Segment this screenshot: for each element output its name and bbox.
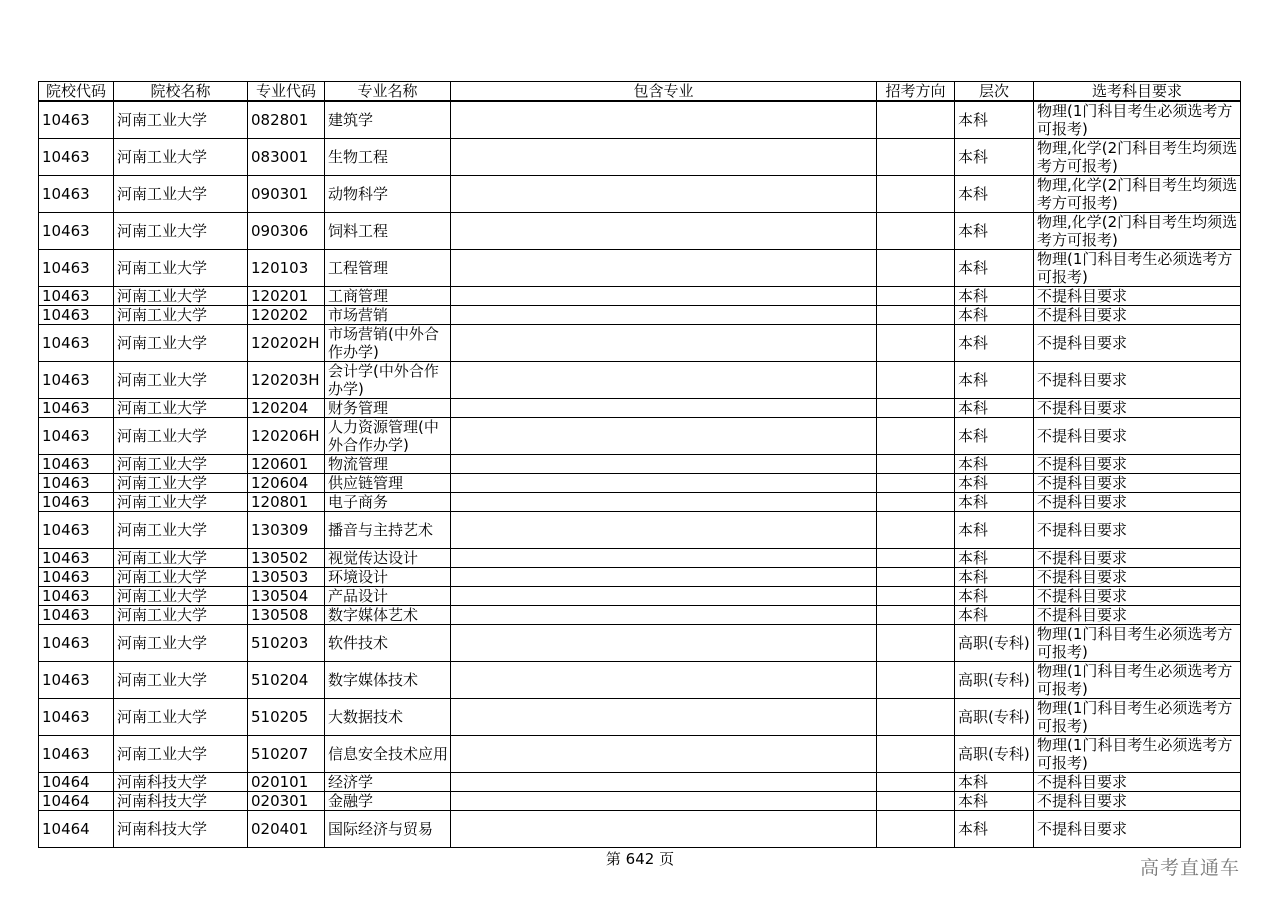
cell-direction (877, 568, 955, 587)
cell-subject-requirement: 不提科目要求 (1034, 811, 1241, 848)
cell-subject-requirement: 物理(1门科目考生必须选考方可报考) (1034, 736, 1241, 773)
cell-major-code: 020101 (248, 773, 325, 792)
cell-subject-requirement: 不提科目要求 (1034, 493, 1241, 512)
cell-school-name: 河南工业大学 (114, 549, 248, 568)
cell-included-majors (451, 474, 877, 493)
cell-level: 本科 (955, 512, 1034, 549)
cell-included-majors (451, 625, 877, 662)
cell-major-name: 经济学 (325, 773, 451, 792)
table-row (39, 773, 1241, 792)
cell-included-majors (451, 362, 877, 399)
cell-level: 本科 (955, 250, 1034, 287)
cell-subject-requirement: 物理(1门科目考生必须选考方可报考) (1034, 662, 1241, 699)
cell-direction (877, 455, 955, 474)
cell-major-name: 生物工程 (325, 139, 451, 176)
cell-school-code: 10463 (39, 362, 114, 399)
cell-direction (877, 512, 955, 549)
cell-included-majors (451, 139, 877, 176)
cell-direction (877, 587, 955, 606)
table-row (39, 606, 1241, 625)
cell-major-code: 510203 (248, 625, 325, 662)
cell-major-name: 电子商务 (325, 493, 451, 512)
cell-direction (877, 176, 955, 213)
cell-included-majors (451, 662, 877, 699)
cell-major-name: 国际经济与贸易 (325, 811, 451, 848)
cell-school-name: 河南工业大学 (114, 418, 248, 455)
cell-subject-requirement: 物理(1门科目考生必须选考方可报考) (1034, 625, 1241, 662)
cell-major-name: 人力资源管理(中外合作办学) (325, 418, 451, 455)
table-row (39, 792, 1241, 811)
cell-level: 本科 (955, 213, 1034, 250)
cell-subject-requirement: 不提科目要求 (1034, 455, 1241, 474)
cell-school-code: 10463 (39, 568, 114, 587)
cell-major-code: 120103 (248, 250, 325, 287)
table-row (39, 549, 1241, 568)
header-school-name: 院校名称 (114, 82, 248, 102)
cell-level: 高职(专科) (955, 736, 1034, 773)
cell-school-code: 10463 (39, 139, 114, 176)
table-row (39, 325, 1241, 362)
cell-level: 本科 (955, 792, 1034, 811)
cell-school-code: 10463 (39, 512, 114, 549)
table-row (39, 399, 1241, 418)
cell-school-code: 10463 (39, 101, 114, 139)
cell-school-code: 10463 (39, 325, 114, 362)
cell-school-code: 10463 (39, 736, 114, 773)
cell-included-majors (451, 250, 877, 287)
cell-included-majors (451, 176, 877, 213)
table-body (39, 101, 1241, 848)
cell-school-name: 河南工业大学 (114, 139, 248, 176)
cell-level: 高职(专科) (955, 662, 1034, 699)
cell-level: 本科 (955, 455, 1034, 474)
cell-included-majors (451, 101, 877, 139)
cell-school-code: 10463 (39, 418, 114, 455)
cell-level: 本科 (955, 549, 1034, 568)
cell-major-code: 083001 (248, 139, 325, 176)
cell-included-majors (451, 455, 877, 474)
cell-subject-requirement: 不提科目要求 (1034, 568, 1241, 587)
cell-included-majors (451, 606, 877, 625)
cell-level: 本科 (955, 287, 1034, 306)
cell-major-name: 金融学 (325, 792, 451, 811)
cell-subject-requirement: 不提科目要求 (1034, 549, 1241, 568)
cell-direction (877, 493, 955, 512)
cell-direction (877, 792, 955, 811)
cell-major-code: 120601 (248, 455, 325, 474)
cell-level: 本科 (955, 606, 1034, 625)
page-number: 第 642 页 (605, 850, 675, 868)
table-row (39, 474, 1241, 493)
cell-school-code: 10463 (39, 606, 114, 625)
cell-major-name: 财务管理 (325, 399, 451, 418)
cell-school-name: 河南工业大学 (114, 455, 248, 474)
cell-major-name: 信息安全技术应用 (325, 736, 451, 773)
cell-level: 本科 (955, 568, 1034, 587)
cell-direction (877, 362, 955, 399)
cell-school-name: 河南科技大学 (114, 773, 248, 792)
cell-major-code: 120204 (248, 399, 325, 418)
cell-school-name: 河南工业大学 (114, 474, 248, 493)
cell-direction (877, 101, 955, 139)
cell-major-code: 130508 (248, 606, 325, 625)
table-row (39, 587, 1241, 606)
table-row (39, 455, 1241, 474)
cell-major-name: 大数据技术 (325, 699, 451, 736)
cell-school-code: 10463 (39, 625, 114, 662)
cell-level: 本科 (955, 493, 1034, 512)
header-level: 层次 (955, 82, 1034, 102)
table-row (39, 176, 1241, 213)
cell-direction (877, 325, 955, 362)
table-row (39, 699, 1241, 736)
cell-level: 本科 (955, 101, 1034, 139)
cell-major-name: 市场营销 (325, 306, 451, 325)
cell-subject-requirement: 不提科目要求 (1034, 792, 1241, 811)
cell-major-name: 数字媒体艺术 (325, 606, 451, 625)
cell-direction (877, 736, 955, 773)
cell-level: 本科 (955, 306, 1034, 325)
cell-level: 高职(专科) (955, 699, 1034, 736)
cell-school-code: 10463 (39, 213, 114, 250)
table-row (39, 811, 1241, 848)
cell-school-name: 河南工业大学 (114, 662, 248, 699)
cell-subject-requirement: 不提科目要求 (1034, 325, 1241, 362)
header-major-code: 专业代码 (248, 82, 325, 102)
table-row (39, 101, 1241, 139)
cell-major-name: 产品设计 (325, 587, 451, 606)
cell-subject-requirement: 物理,化学(2门科目考生均须选考方可报考) (1034, 139, 1241, 176)
cell-school-name: 河南工业大学 (114, 306, 248, 325)
cell-school-name: 河南工业大学 (114, 606, 248, 625)
cell-direction (877, 287, 955, 306)
cell-major-code: 510205 (248, 699, 325, 736)
cell-school-name: 河南工业大学 (114, 699, 248, 736)
cell-level: 本科 (955, 811, 1034, 848)
cell-direction (877, 662, 955, 699)
cell-included-majors (451, 587, 877, 606)
table-row (39, 139, 1241, 176)
cell-school-code: 10463 (39, 455, 114, 474)
table-row (39, 306, 1241, 325)
header-school-code: 院校代码 (39, 82, 114, 102)
cell-major-code: 120201 (248, 287, 325, 306)
cell-included-majors (451, 568, 877, 587)
cell-major-code: 082801 (248, 101, 325, 139)
table-row (39, 493, 1241, 512)
cell-major-code: 020301 (248, 792, 325, 811)
cell-major-code: 510207 (248, 736, 325, 773)
table-row (39, 287, 1241, 306)
table-row (39, 512, 1241, 549)
cell-subject-requirement: 不提科目要求 (1034, 606, 1241, 625)
cell-school-code: 10463 (39, 474, 114, 493)
cell-direction (877, 418, 955, 455)
cell-subject-requirement: 不提科目要求 (1034, 399, 1241, 418)
cell-direction (877, 250, 955, 287)
header-major-name: 专业名称 (325, 82, 451, 102)
cell-included-majors (451, 213, 877, 250)
cell-school-code: 10463 (39, 399, 114, 418)
table-row (39, 250, 1241, 287)
cell-subject-requirement: 不提科目要求 (1034, 773, 1241, 792)
cell-level: 本科 (955, 176, 1034, 213)
cell-subject-requirement: 不提科目要求 (1034, 474, 1241, 493)
cell-included-majors (451, 736, 877, 773)
cell-school-code: 10463 (39, 306, 114, 325)
cell-major-name: 软件技术 (325, 625, 451, 662)
cell-direction (877, 811, 955, 848)
cell-school-code: 10464 (39, 792, 114, 811)
cell-direction (877, 474, 955, 493)
cell-level: 本科 (955, 773, 1034, 792)
cell-major-code: 090301 (248, 176, 325, 213)
header-direction: 招考方向 (877, 82, 955, 102)
cell-major-name: 建筑学 (325, 101, 451, 139)
cell-level: 本科 (955, 325, 1034, 362)
cell-level: 高职(专科) (955, 625, 1034, 662)
cell-subject-requirement: 不提科目要求 (1034, 306, 1241, 325)
cell-major-code: 120203H (248, 362, 325, 399)
cell-school-name: 河南工业大学 (114, 587, 248, 606)
cell-subject-requirement: 物理,化学(2门科目考生均须选考方可报考) (1034, 176, 1241, 213)
cell-major-name: 数字媒体技术 (325, 662, 451, 699)
cell-major-code: 130504 (248, 587, 325, 606)
cell-school-code: 10464 (39, 773, 114, 792)
watermark: 高考直通车 (1140, 857, 1241, 879)
cell-subject-requirement: 物理,化学(2门科目考生均须选考方可报考) (1034, 213, 1241, 250)
table-header-row (39, 82, 1241, 102)
table-row (39, 625, 1241, 662)
cell-subject-requirement: 物理(1门科目考生必须选考方可报考) (1034, 250, 1241, 287)
cell-major-code: 020401 (248, 811, 325, 848)
cell-school-name: 河南工业大学 (114, 399, 248, 418)
cell-major-name: 播音与主持艺术 (325, 512, 451, 549)
cell-school-code: 10463 (39, 549, 114, 568)
cell-school-code: 10463 (39, 287, 114, 306)
table-row (39, 736, 1241, 773)
cell-major-code: 120801 (248, 493, 325, 512)
cell-school-name: 河南工业大学 (114, 736, 248, 773)
cell-school-name: 河南工业大学 (114, 362, 248, 399)
table-row (39, 662, 1241, 699)
cell-direction (877, 606, 955, 625)
cell-school-name: 河南工业大学 (114, 101, 248, 139)
cell-major-code: 120202 (248, 306, 325, 325)
cell-direction (877, 399, 955, 418)
cell-school-code: 10463 (39, 662, 114, 699)
cell-level: 本科 (955, 474, 1034, 493)
cell-level: 本科 (955, 362, 1034, 399)
cell-school-name: 河南工业大学 (114, 493, 248, 512)
cell-included-majors (451, 549, 877, 568)
cell-direction (877, 549, 955, 568)
cell-included-majors (451, 699, 877, 736)
table-row (39, 213, 1241, 250)
cell-major-code: 090306 (248, 213, 325, 250)
cell-major-name: 会计学(中外合作办学) (325, 362, 451, 399)
cell-subject-requirement: 不提科目要求 (1034, 362, 1241, 399)
cell-major-code: 120202H (248, 325, 325, 362)
cell-included-majors (451, 325, 877, 362)
cell-major-name: 工程管理 (325, 250, 451, 287)
cell-level: 本科 (955, 587, 1034, 606)
cell-included-majors (451, 792, 877, 811)
cell-school-code: 10463 (39, 587, 114, 606)
cell-subject-requirement: 物理(1门科目考生必须选考方可报考) (1034, 101, 1241, 139)
cell-direction (877, 306, 955, 325)
cell-subject-requirement: 不提科目要求 (1034, 512, 1241, 549)
cell-included-majors (451, 399, 877, 418)
cell-subject-requirement: 不提科目要求 (1034, 287, 1241, 306)
cell-level: 本科 (955, 139, 1034, 176)
cell-major-code: 130503 (248, 568, 325, 587)
cell-included-majors (451, 493, 877, 512)
cell-included-majors (451, 306, 877, 325)
cell-major-name: 环境设计 (325, 568, 451, 587)
table-row (39, 362, 1241, 399)
header-subject-requirement: 选考科目要求 (1034, 82, 1241, 102)
cell-school-name: 河南科技大学 (114, 811, 248, 848)
cell-major-name: 物流管理 (325, 455, 451, 474)
cell-included-majors (451, 287, 877, 306)
header-included-majors: 包含专业 (451, 82, 877, 102)
cell-school-name: 河南科技大学 (114, 792, 248, 811)
cell-major-code: 120604 (248, 474, 325, 493)
cell-subject-requirement: 不提科目要求 (1034, 587, 1241, 606)
cell-school-name: 河南工业大学 (114, 625, 248, 662)
cell-school-name: 河南工业大学 (114, 250, 248, 287)
cell-school-name: 河南工业大学 (114, 568, 248, 587)
cell-major-name: 视觉传达设计 (325, 549, 451, 568)
cell-direction (877, 139, 955, 176)
cell-school-code: 10463 (39, 176, 114, 213)
table-row (39, 568, 1241, 587)
cell-included-majors (451, 512, 877, 549)
cell-level: 本科 (955, 399, 1034, 418)
cell-school-name: 河南工业大学 (114, 512, 248, 549)
cell-school-code: 10463 (39, 699, 114, 736)
cell-included-majors (451, 811, 877, 848)
cell-school-name: 河南工业大学 (114, 325, 248, 362)
cell-school-name: 河南工业大学 (114, 287, 248, 306)
cell-school-code: 10463 (39, 493, 114, 512)
cell-subject-requirement: 不提科目要求 (1034, 418, 1241, 455)
cell-major-name: 工商管理 (325, 287, 451, 306)
cell-major-code: 510204 (248, 662, 325, 699)
table-row (39, 418, 1241, 455)
cell-school-name: 河南工业大学 (114, 176, 248, 213)
cell-major-name: 市场营销(中外合作办学) (325, 325, 451, 362)
cell-school-code: 10463 (39, 250, 114, 287)
cell-subject-requirement: 物理(1门科目考生必须选考方可报考) (1034, 699, 1241, 736)
cell-major-name: 动物科学 (325, 176, 451, 213)
admissions-table (38, 81, 1241, 848)
cell-included-majors (451, 418, 877, 455)
cell-included-majors (451, 773, 877, 792)
cell-major-name: 饲料工程 (325, 213, 451, 250)
cell-school-code: 10464 (39, 811, 114, 848)
cell-level: 本科 (955, 418, 1034, 455)
cell-major-code: 130502 (248, 549, 325, 568)
cell-direction (877, 625, 955, 662)
cell-direction (877, 699, 955, 736)
cell-direction (877, 773, 955, 792)
cell-major-code: 130309 (248, 512, 325, 549)
cell-school-name: 河南工业大学 (114, 213, 248, 250)
cell-direction (877, 213, 955, 250)
cell-major-name: 供应链管理 (325, 474, 451, 493)
cell-major-code: 120206H (248, 418, 325, 455)
